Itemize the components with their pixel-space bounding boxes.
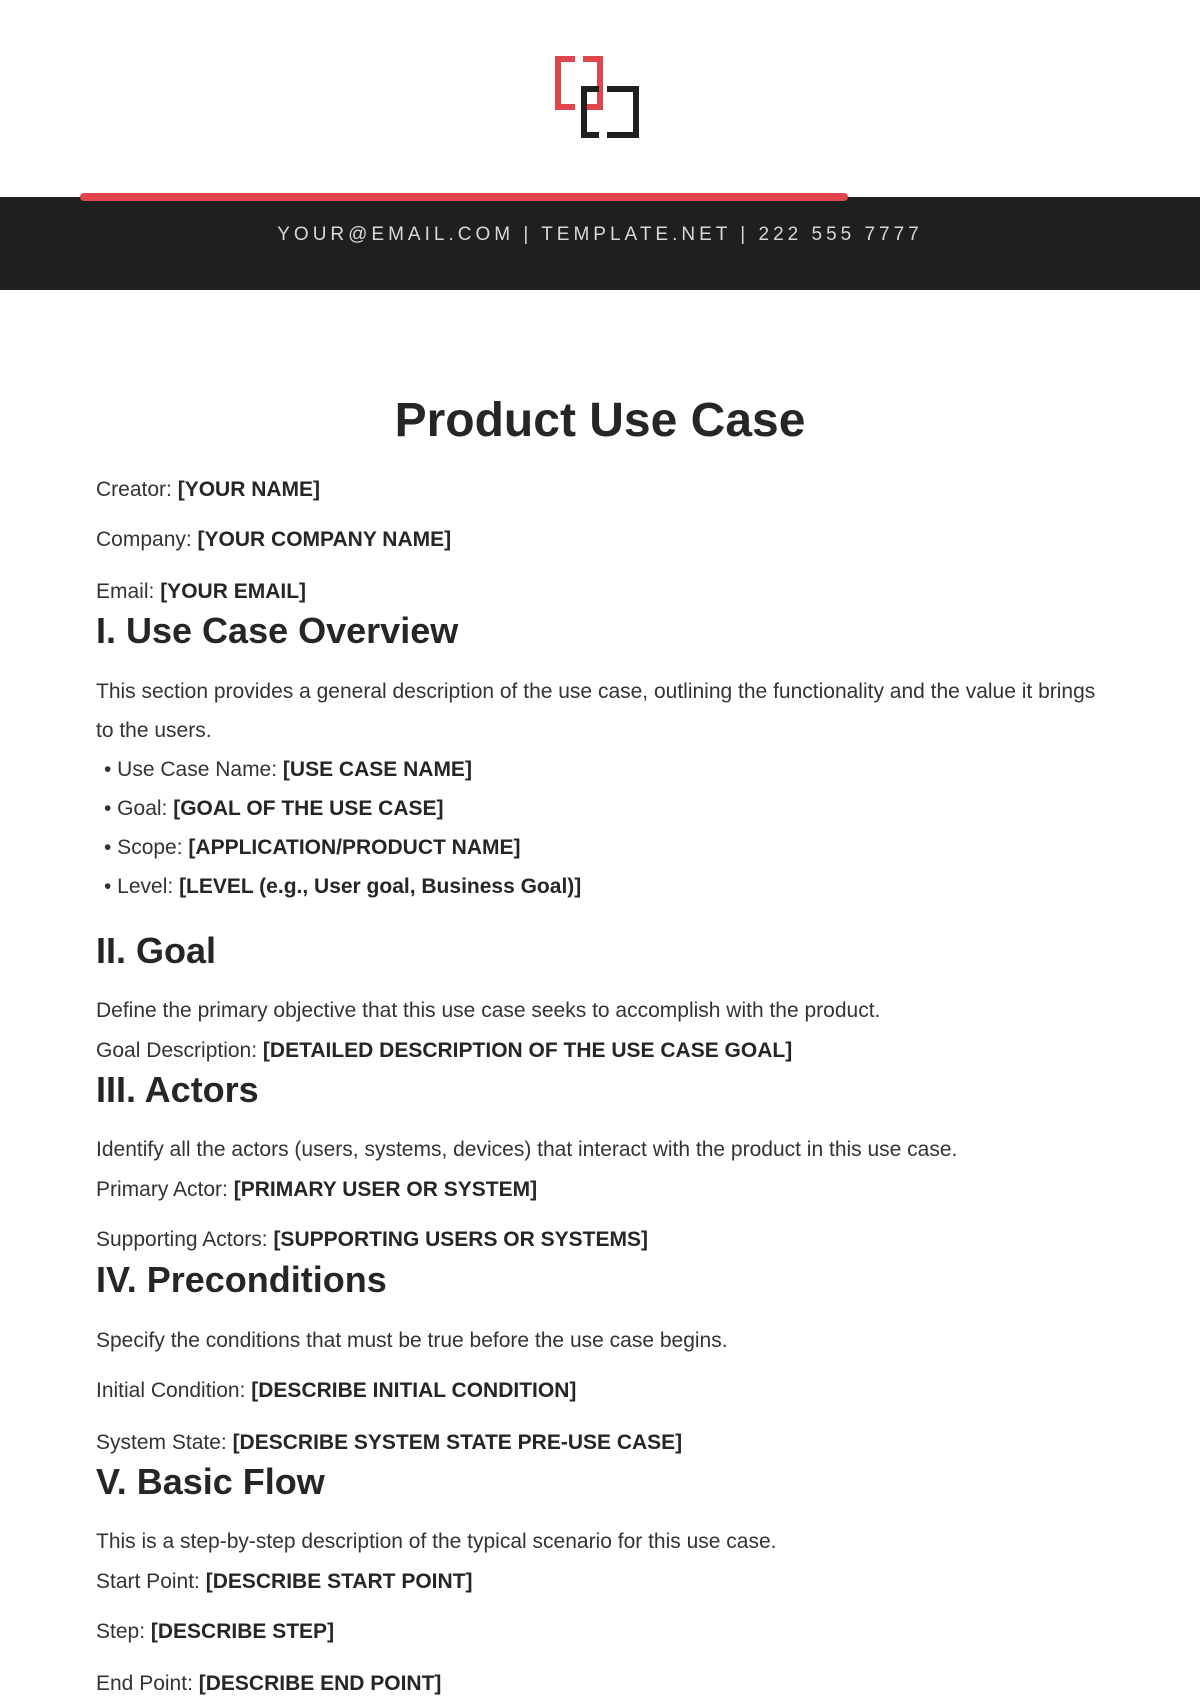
flow-field-step: Step: [DESCRIBE STEP]	[96, 1620, 335, 1643]
overview-field-goal: • Goal: [GOAL OF THE USE CASE]	[104, 797, 444, 820]
overview-field-scope: • Scope: [APPLICATION/PRODUCT NAME]	[104, 836, 521, 859]
meta-email: Email: [YOUR EMAIL]	[96, 580, 307, 603]
meta-creator: Creator: [YOUR NAME]	[96, 478, 321, 501]
section-description-actors: Identify all the actors (users, systems, devices) that interact with the product in this use case.	[96, 1138, 958, 1161]
actors-field-supporting: Supporting Actors: [SUPPORTING USERS OR SYSTEMS]	[96, 1228, 648, 1251]
contact-info: YOUR@EMAIL.COM | TEMPLATE.NET | 222 555 7777	[277, 224, 923, 245]
section-heading-actors: III. Actors	[96, 1069, 259, 1110]
flow-field-start: Start Point: [DESCRIBE START POINT]	[96, 1570, 473, 1593]
section-heading-goal: II. Goal	[96, 930, 217, 971]
preconditions-field-system-state: System State: [DESCRIBE SYSTEM STATE PRE-USE CASE]	[96, 1431, 683, 1454]
goal-field-description: Goal Description: [DETAILED DESCRIPTION OF THE USE CASE GOAL]	[96, 1039, 793, 1062]
section-heading-preconditions: IV. Preconditions	[96, 1259, 387, 1300]
section-description-overview: This section provides a general description of the use case, outlining the functionality and the value it brings to the users.	[96, 680, 1096, 742]
section-description-preconditions: Specify the conditions that must be true before the use case begins.	[96, 1329, 728, 1352]
meta-company: Company: [YOUR COMPANY NAME]	[96, 528, 452, 551]
actors-field-primary: Primary Actor: [PRIMARY USER OR SYSTEM]	[96, 1178, 538, 1201]
section-heading-overview: I. Use Case Overview	[96, 610, 459, 651]
header-accent-bar	[80, 193, 848, 201]
section-description-goal: Define the primary objective that this use case seeks to accomplish with the product.	[96, 999, 881, 1022]
flow-field-end: End Point: [DESCRIBE END POINT]	[96, 1672, 442, 1695]
overview-field-level: • Level: [LEVEL (e.g., User goal, Business Goal)]	[104, 875, 582, 898]
section-heading-basic-flow: V. Basic Flow	[96, 1461, 325, 1502]
overview-field-name: • Use Case Name: [USE CASE NAME]	[104, 758, 472, 781]
section-description-basic-flow: This is a step-by-step description of the typical scenario for this use case.	[96, 1530, 777, 1553]
preconditions-field-initial: Initial Condition: [DESCRIBE INITIAL CONDITION]	[96, 1379, 577, 1402]
page-title: Product Use Case	[394, 394, 806, 447]
brand-logo-icon	[555, 55, 641, 139]
